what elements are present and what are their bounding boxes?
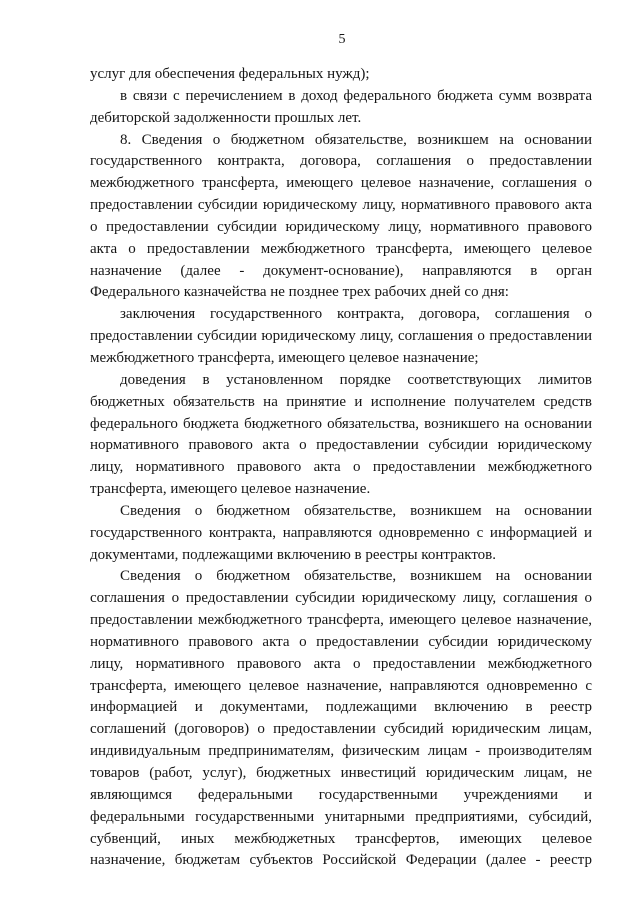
text-line: трансферта, имеющего целевое назначение, направляются одновременно с xyxy=(90,677,592,694)
text-line: услуг для обеспечения федеральных нужд); xyxy=(90,66,370,82)
text-line: нормативного правового акта о предоставлении субсидии юридическому xyxy=(90,633,592,650)
text-line: межбюджетного трансферта, имеющего целевое назначение, соглашения о xyxy=(90,175,592,192)
text-line: предоставлении межбюджетного трансферта, имеющего целевое назначение, xyxy=(90,612,592,629)
text-line: заключения государственного контракта, договора, соглашения о xyxy=(120,306,592,323)
text-line: назначение, бюджетам субъектов Российской Федерации (далее - реестр xyxy=(90,852,592,869)
text-line: трансферта, имеющего целевое назначение. xyxy=(90,481,371,498)
text-line: документами, подлежащими включению в реестры контрактов. xyxy=(90,546,497,563)
text-line: нормативного правового акта о предоставлении субсидии юридическому xyxy=(90,437,592,454)
text-line: государственного контракта, договора, соглашения о предоставлении xyxy=(90,153,592,170)
text-line: лицу, нормативного правового акта о предоставлении межбюджетного xyxy=(90,459,592,476)
text-line: федерального бюджета бюджетного обязательства, возникшего на основании xyxy=(90,415,592,432)
text-line: дебиторской задолженности прошлых лет. xyxy=(90,109,362,126)
text-line: лицу, нормативного правового акта о предоставлении межбюджетного xyxy=(90,655,592,672)
text-line: соглашений (договоров) о предоставлении субсидий юридическим лицам, xyxy=(90,721,592,738)
paragraph xyxy=(90,304,592,370)
text-line: предоставлении субсидии юридическому лицу, соглашения о предоставлении xyxy=(90,328,592,345)
text-line: назначение (далее - документ-основание), направляются в орган xyxy=(90,262,592,279)
text-line: предоставлении субсидии юридическому лицу, нормативного правового акта xyxy=(90,197,592,214)
paragraph xyxy=(90,64,592,86)
paragraph xyxy=(90,501,592,567)
text-line: товаров (работ, услуг), бюджетных инвестиций юридическим лицам, не xyxy=(90,765,592,781)
text-line: в связи с перечислением в доход федерального бюджета сумм возврата xyxy=(120,87,592,104)
text-line: акта о предоставлении межбюджетного трансферта, имеющего целевое xyxy=(90,240,592,257)
text-line: являющимся федеральными государственными учреждениями и xyxy=(90,786,592,803)
text-line: о предоставлении субсидии юридическому лицу, нормативного правового xyxy=(90,218,592,235)
text-line: доведения в установленном порядке соответствующих лимитов xyxy=(120,371,592,388)
text-line: государственного контракта, направляются одновременно с информацией и xyxy=(90,524,592,541)
text-line: субвенций, иных межбюджетных трансфертов, имеющих целевое xyxy=(90,830,592,847)
text-line: Сведения о бюджетном обязательстве, возникшем на основании xyxy=(120,502,592,519)
paragraph xyxy=(90,566,592,872)
text-line: федеральными государственными унитарными предприятиями, субсидий, xyxy=(90,808,592,825)
text-line: соглашения о предоставлении субсидии юридическому лицу, соглашения о xyxy=(90,590,592,607)
text-line: Федерального казначейства не позднее трех рабочих дней со дня: xyxy=(90,284,509,301)
text-line: бюджетных обязательств на принятие и исполнение получателем средств xyxy=(90,393,592,410)
text-line: Сведения о бюджетном обязательстве, возникшем на основании xyxy=(120,568,592,585)
document-body xyxy=(90,64,592,872)
paragraph xyxy=(90,130,592,305)
page-number: 5 xyxy=(338,32,346,47)
paragraph xyxy=(90,86,592,130)
text-line: межбюджетного трансферта, имеющего целевое назначение; xyxy=(90,349,479,366)
paragraph xyxy=(90,370,592,501)
text-line: 8. Сведения о бюджетном обязательстве, возникшем на основании xyxy=(120,131,592,148)
text-line: индивидуальным предпринимателям, физическим лицам - производителям xyxy=(90,743,592,760)
text-line: информацией и документами, подлежащими включению в реестр xyxy=(90,699,592,716)
